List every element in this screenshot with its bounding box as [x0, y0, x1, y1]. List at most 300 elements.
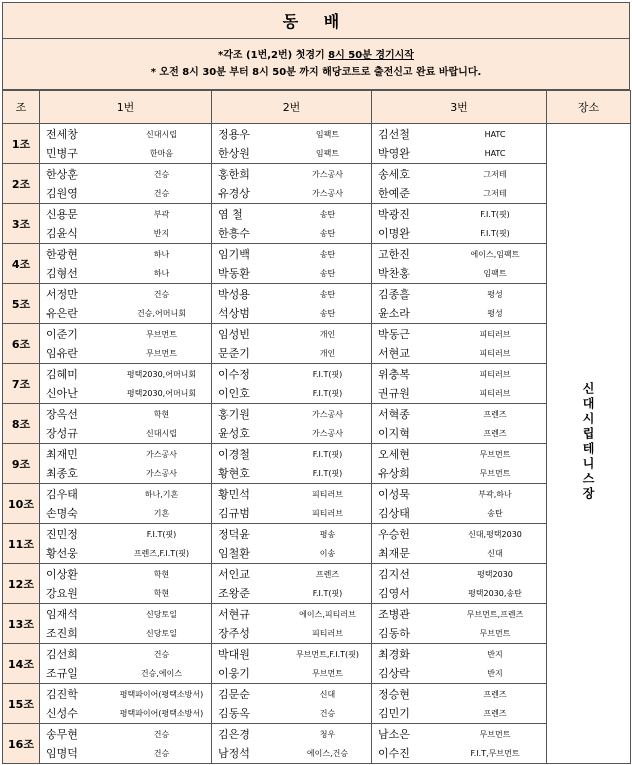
- player-entry: [372, 165, 546, 184]
- player-name: 최재문: [378, 547, 410, 560]
- player-name: 김종흘: [378, 288, 410, 301]
- player-name: 남소은: [378, 728, 410, 741]
- player-name: 이준기: [46, 328, 78, 341]
- player-entry: [212, 445, 371, 464]
- player-name: 정덕윤: [218, 528, 250, 541]
- player-name: 한상원: [218, 147, 250, 160]
- player-club: 임팩트: [315, 148, 340, 158]
- player-entry: [372, 584, 546, 603]
- player-name: 장옥선: [46, 408, 78, 421]
- team-cell: [372, 324, 547, 364]
- player-club: 하나: [153, 268, 170, 278]
- player-name: 김윤식: [46, 227, 78, 240]
- player-name: 박찬홍: [378, 267, 410, 280]
- group-label: 1조: [3, 124, 40, 164]
- player-entry: [40, 224, 211, 243]
- group-row: [3, 444, 631, 484]
- player-entry: [212, 704, 371, 723]
- player-club: 가스공사: [146, 449, 177, 459]
- team-cell: [212, 484, 372, 524]
- player-entry: [212, 504, 371, 523]
- header-venue: 장소: [547, 91, 631, 124]
- player-club: 무브먼트,프렌즈: [466, 609, 524, 619]
- team-cell: [372, 484, 547, 524]
- player-entry: [212, 224, 371, 243]
- team-cell: [372, 204, 547, 244]
- team-cell: [40, 284, 212, 324]
- player-club: 신당토일: [146, 628, 177, 638]
- player-name: 신성수: [46, 707, 78, 720]
- player-club: 임팩트: [315, 129, 340, 139]
- player-club: 신대시립: [146, 428, 177, 438]
- venue-cell: [547, 124, 631, 764]
- player-entry: [372, 365, 546, 384]
- group-label: 7조: [3, 364, 40, 404]
- player-name: 정용우: [218, 128, 250, 141]
- team-cell: [372, 164, 547, 204]
- player-entry: [372, 485, 546, 504]
- player-name: 전세창: [46, 128, 78, 141]
- player-entry: [372, 725, 546, 744]
- player-entry: [40, 544, 211, 563]
- team-cell: [212, 524, 372, 564]
- player-club: 무브먼트: [479, 468, 511, 478]
- group-label: 2조: [3, 164, 40, 204]
- player-name: 민병구: [46, 147, 78, 160]
- player-club: 신대: [319, 689, 336, 699]
- player-entry: [372, 125, 546, 144]
- player-entry: [372, 685, 546, 704]
- group-row: [3, 204, 631, 244]
- player-club: 그저테: [483, 169, 507, 179]
- group-row: [3, 284, 631, 324]
- player-club: 건승,에이스: [140, 668, 183, 678]
- player-name: 황선웅: [46, 547, 78, 560]
- player-entry: [212, 424, 371, 443]
- player-name: 조진희: [46, 627, 78, 640]
- player-entry: [212, 285, 371, 304]
- player-entry: [40, 485, 211, 504]
- team-cell: [40, 564, 212, 604]
- player-name: 김동하: [378, 627, 410, 640]
- player-entry: [212, 304, 371, 323]
- player-entry: [372, 285, 546, 304]
- group-row: [3, 524, 631, 564]
- team-cell: [372, 124, 547, 164]
- player-name: 임유란: [46, 347, 78, 360]
- player-club: 가스공사: [312, 188, 343, 198]
- player-club: 무브먼트,F.I.T(핏): [295, 649, 360, 659]
- player-entry: [372, 405, 546, 424]
- player-entry: [40, 205, 211, 224]
- player-name: 임기백: [218, 248, 250, 261]
- player-entry: [372, 325, 546, 344]
- player-entry: [40, 144, 211, 163]
- player-entry: [40, 624, 211, 643]
- player-entry: [372, 664, 546, 683]
- player-club: 신당토일: [146, 609, 177, 619]
- team-cell: [40, 724, 212, 764]
- group-row: [3, 324, 631, 364]
- player-club: 무브먼트: [146, 329, 177, 339]
- group-row: [3, 484, 631, 524]
- team-cell: [40, 164, 212, 204]
- player-club: 건승: [153, 649, 170, 659]
- player-name: 김영서: [378, 587, 410, 600]
- player-club: F.I.T(핏): [146, 529, 177, 539]
- player-name: 신아난: [46, 387, 78, 400]
- group-label: 13조: [3, 604, 40, 644]
- player-name: 장주성: [218, 627, 250, 640]
- player-entry: [212, 205, 371, 224]
- player-club: HATC: [484, 129, 506, 139]
- player-club: 피티러브: [479, 388, 511, 398]
- group-row: [3, 404, 631, 444]
- player-name: 박대원: [218, 648, 250, 661]
- group-row: [3, 364, 631, 404]
- player-name: 임철환: [218, 547, 250, 560]
- player-club: 가스공사: [146, 468, 177, 478]
- player-club: 평성: [487, 289, 503, 299]
- team-cell: [212, 124, 372, 164]
- player-name: 김상락: [378, 667, 410, 680]
- group-label: 10조: [3, 484, 40, 524]
- player-club: 반지: [153, 228, 170, 238]
- player-name: 최재민: [46, 448, 78, 461]
- player-club: 신대: [487, 548, 503, 558]
- player-name: 임성빈: [218, 328, 250, 341]
- team-cell: [372, 244, 547, 284]
- team-cell: [40, 644, 212, 684]
- group-label: 14조: [3, 644, 40, 684]
- player-entry: [372, 504, 546, 523]
- player-club: 건승: [153, 748, 170, 758]
- player-entry: [40, 704, 211, 723]
- player-name: 고한진: [378, 248, 410, 261]
- player-entry: [212, 624, 371, 643]
- player-name: 우승헌: [378, 528, 410, 541]
- player-club: 학현: [153, 588, 170, 598]
- player-club: 건승: [153, 729, 170, 739]
- player-club: 평택파이어(평택소방서): [119, 689, 204, 699]
- player-name: 이지혁: [378, 427, 410, 440]
- player-name: 김민기: [378, 707, 410, 720]
- group-label: 8조: [3, 404, 40, 444]
- player-entry: [372, 464, 546, 483]
- player-club: 피티러브: [312, 628, 343, 638]
- player-name: 김선희: [46, 648, 78, 661]
- player-entry: [372, 344, 546, 363]
- player-name: 김지선: [378, 568, 410, 581]
- player-entry: [372, 304, 546, 323]
- player-entry: [372, 424, 546, 443]
- player-name: 김형선: [46, 267, 78, 280]
- player-club: 하나,기흔: [144, 489, 179, 499]
- player-name: 진민정: [46, 528, 78, 541]
- group-label: 4조: [3, 244, 40, 284]
- player-entry: [40, 344, 211, 363]
- player-club: 평택2030,어머니회: [126, 369, 197, 379]
- header-row: [3, 91, 631, 124]
- player-name: 임명덕: [46, 747, 78, 760]
- team-cell: [372, 644, 547, 684]
- player-club: 학현: [153, 569, 170, 579]
- player-entry: [212, 184, 371, 203]
- player-club: 피티러브: [312, 489, 343, 499]
- player-entry: [372, 624, 546, 643]
- player-entry: [212, 125, 371, 144]
- player-name: 이수정: [218, 368, 250, 381]
- team-cell: [212, 164, 372, 204]
- player-club: 무브먼트: [146, 348, 177, 358]
- player-entry: [372, 144, 546, 163]
- player-club: 부곽,하나: [478, 489, 512, 499]
- player-club: 평성: [487, 308, 503, 318]
- player-name: 김동옥: [218, 707, 250, 720]
- player-club: 무브먼트: [479, 628, 511, 638]
- header-team-3: 3번: [372, 91, 547, 124]
- player-name: 김원영: [46, 187, 78, 200]
- player-entry: [372, 245, 546, 264]
- player-entry: [372, 205, 546, 224]
- player-club: 프렌즈,F.I.T(핏): [133, 548, 190, 558]
- team-cell: [40, 244, 212, 284]
- player-entry: [212, 485, 371, 504]
- player-club: 프렌즈: [483, 409, 507, 419]
- player-entry: [212, 365, 371, 384]
- notice-line-1: [218, 47, 414, 64]
- team-cell: [40, 524, 212, 564]
- player-name: 김혜미: [46, 368, 78, 381]
- player-name: 김규범: [218, 507, 250, 520]
- player-name: 김우태: [46, 488, 78, 501]
- team-cell: [212, 364, 372, 404]
- player-entry: [212, 384, 371, 403]
- group-label: 16조: [3, 724, 40, 764]
- player-club: 프렌즈: [483, 689, 507, 699]
- player-entry: [212, 725, 371, 744]
- player-name: 박성용: [218, 288, 250, 301]
- player-name: 문준기: [218, 347, 250, 360]
- player-entry: [372, 184, 546, 203]
- player-entry: [372, 224, 546, 243]
- player-club: 송탄: [319, 308, 336, 318]
- player-name: 박동환: [218, 267, 250, 280]
- player-entry: [372, 605, 546, 624]
- player-name: 송세호: [378, 168, 410, 181]
- page-title: 동 배: [2, 2, 630, 39]
- player-name: 장성규: [46, 427, 78, 440]
- player-name: 오세현: [378, 448, 410, 461]
- player-club: 청우: [319, 729, 336, 739]
- player-entry: [40, 424, 211, 443]
- player-entry: [372, 544, 546, 563]
- player-name: 윤소라: [378, 307, 410, 320]
- player-entry: [40, 365, 211, 384]
- notice-start-time: 8시 50분 경기시작: [328, 50, 414, 61]
- player-name: 강요원: [46, 587, 78, 600]
- venue-name: 신대시립테니스장: [581, 382, 595, 502]
- player-entry: [40, 384, 211, 403]
- player-entry: [212, 144, 371, 163]
- player-entry: [212, 744, 371, 763]
- team-cell: [40, 484, 212, 524]
- player-club: 송탄: [319, 209, 336, 219]
- player-name: 이수진: [378, 747, 410, 760]
- player-club: 평택2030,송탄: [468, 588, 522, 598]
- player-club: 무브먼트: [479, 729, 511, 739]
- team-cell: [40, 124, 212, 164]
- player-name: 서현규: [218, 608, 250, 621]
- team-cell: [212, 284, 372, 324]
- player-club: 에이스,피티러브: [299, 609, 356, 619]
- player-name: 황현호: [218, 467, 250, 480]
- player-name: 조규일: [46, 667, 78, 680]
- player-club: 프렌즈: [483, 428, 507, 438]
- group-label: 5조: [3, 284, 40, 324]
- player-entry: [212, 584, 371, 603]
- player-name: 서인교: [218, 568, 250, 581]
- player-club: 신대시립: [146, 129, 177, 139]
- player-club: F.I.T(핏): [480, 209, 510, 219]
- player-club: 개인: [319, 329, 336, 339]
- team-cell: [372, 564, 547, 604]
- player-club: 평택2030: [477, 569, 513, 579]
- player-name: 이웅기: [218, 667, 250, 680]
- team-cell: [40, 204, 212, 244]
- team-cell: [212, 724, 372, 764]
- player-club: 건승: [153, 289, 170, 299]
- player-name: 손명숙: [46, 507, 78, 520]
- player-entry: [212, 464, 371, 483]
- player-entry: [212, 245, 371, 264]
- group-label: 6조: [3, 324, 40, 364]
- player-name: 홍기원: [218, 408, 250, 421]
- player-name: 조왕준: [218, 587, 250, 600]
- header-group: 조: [3, 91, 40, 124]
- player-entry: [40, 725, 211, 744]
- player-entry: [372, 445, 546, 464]
- player-entry: [40, 184, 211, 203]
- player-name: 염 철: [218, 208, 243, 221]
- team-cell: [372, 284, 547, 324]
- player-club: 개인: [319, 348, 336, 358]
- player-entry: [212, 685, 371, 704]
- team-cell: [212, 684, 372, 724]
- player-name: 위충복: [378, 368, 410, 381]
- player-entry: [40, 565, 211, 584]
- player-entry: [212, 664, 371, 683]
- player-name: 한광현: [46, 248, 78, 261]
- player-club: 반지: [487, 668, 503, 678]
- player-club: 기흔: [153, 508, 170, 518]
- player-name: 이경철: [218, 448, 250, 461]
- player-entry: [40, 605, 211, 624]
- group-row: [3, 644, 631, 684]
- player-entry: [40, 504, 211, 523]
- player-club: F.I.T(핏): [312, 449, 343, 459]
- team-cell: [372, 444, 547, 484]
- player-club: 무브먼트: [312, 668, 343, 678]
- player-entry: [40, 245, 211, 264]
- team-cell: [40, 444, 212, 484]
- player-club: 에이스,건승: [306, 748, 349, 758]
- player-entry: [212, 645, 371, 664]
- player-entry: [40, 165, 211, 184]
- group-row: [3, 684, 631, 724]
- player-entry: [372, 744, 546, 763]
- player-name: 한예준: [378, 187, 410, 200]
- player-name: 석상범: [218, 307, 250, 320]
- player-entry: [40, 304, 211, 323]
- group-label: 15조: [3, 684, 40, 724]
- player-name: 박광진: [378, 208, 410, 221]
- player-entry: [372, 525, 546, 544]
- player-name: 황민석: [218, 488, 250, 501]
- player-name: 서정만: [46, 288, 78, 301]
- player-name: 임재석: [46, 608, 78, 621]
- player-entry: [40, 445, 211, 464]
- player-entry: [212, 605, 371, 624]
- group-row: [3, 564, 631, 604]
- player-name: 이명완: [378, 227, 410, 240]
- player-club: 피티러브: [312, 508, 343, 518]
- player-name: 윤성호: [218, 427, 250, 440]
- player-club: 평송: [319, 529, 336, 539]
- player-entry: [372, 384, 546, 403]
- player-entry: [212, 165, 371, 184]
- player-name: 최종호: [46, 467, 78, 480]
- player-name: 서혁종: [378, 408, 410, 421]
- draw-body: [3, 124, 631, 764]
- player-club: 송탄: [319, 249, 336, 259]
- player-entry: [212, 405, 371, 424]
- player-name: 서현교: [378, 347, 410, 360]
- player-name: 김진학: [46, 688, 78, 701]
- player-club: 신대,평택2030: [468, 529, 522, 539]
- player-name: 이성묵: [378, 488, 410, 501]
- player-club: 학현: [153, 409, 170, 419]
- player-entry: [212, 264, 371, 283]
- player-club: F.I.T,무브먼트: [470, 748, 520, 758]
- player-name: 유상희: [378, 467, 410, 480]
- team-cell: [372, 524, 547, 564]
- team-cell: [372, 724, 547, 764]
- team-cell: [40, 684, 212, 724]
- player-name: 정승현: [378, 688, 410, 701]
- player-name: 박동근: [378, 328, 410, 341]
- draw-sheet: [2, 2, 630, 764]
- player-club: 피티러브: [479, 369, 511, 379]
- player-club: 한마음: [149, 148, 174, 158]
- player-club: 반지: [487, 649, 503, 659]
- player-club: 건승: [153, 188, 170, 198]
- group-row: [3, 124, 631, 164]
- player-club: 무브먼트: [479, 449, 511, 459]
- player-entry: [40, 325, 211, 344]
- player-entry: [212, 565, 371, 584]
- player-club: 건승: [153, 169, 170, 179]
- player-entry: [372, 645, 546, 664]
- notice-line-2: * 오전 8시 30분 부터 8시 50분 까지 해당코트로 출전신고 완료 바랍니다.: [150, 67, 482, 78]
- player-name: 박영완: [378, 147, 410, 160]
- team-cell: [372, 364, 547, 404]
- player-entry: [372, 565, 546, 584]
- header-team-1: 1번: [40, 91, 212, 124]
- header-team-2: 2번: [212, 91, 372, 124]
- player-club: F.I.T(핏): [312, 388, 343, 398]
- player-club: 가스공사: [312, 409, 343, 419]
